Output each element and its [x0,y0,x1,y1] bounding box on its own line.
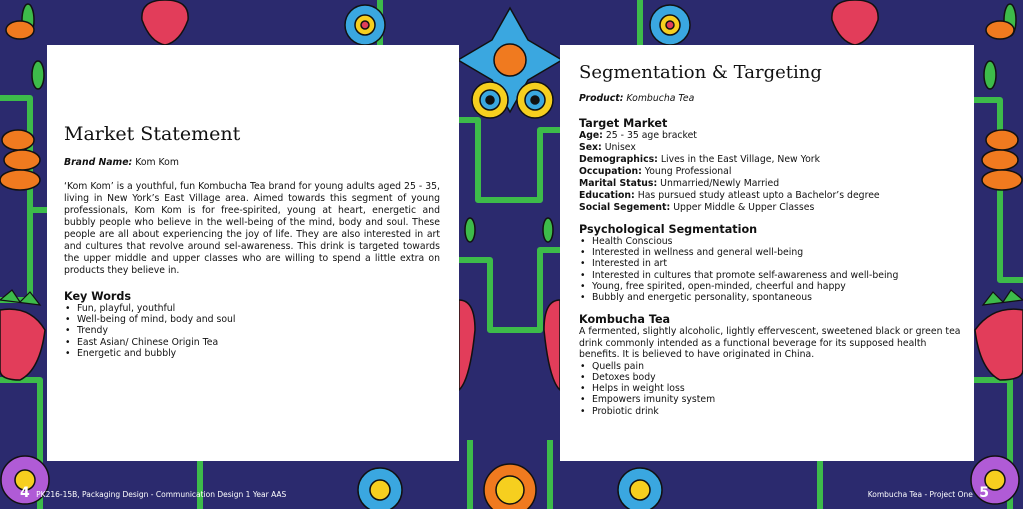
kombucha-tea-heading: Kombucha Tea [579,313,671,327]
left-page-panel [47,45,459,461]
target-row [579,154,962,166]
target-row-value: 25 - 35 age bracket [605,130,697,141]
list-item: • Probiotic drink [579,406,962,417]
list-item: • Detoxes body [579,372,962,383]
target-row-label: Age: [579,130,603,141]
list-item: • Interested in wellness and general well-being [579,247,962,258]
market-statement-paragraph: ‘Kom Kom’ is a youthful, fun Kombucha Tea brand for young adults aged 25 - 35, living in New York’s East Village area. Aimed towards this segment of young professionals, Kom Kom is for free-spirited, young at heart, energetic and bubbly people who believe in the well-being of the mind, body and soul. These people are all about experiencing the joy of life. They are also interested in art and cultures that revolve around sel-awareness. This drink is targeted towards the upper middle and upper classes who are willing to spend a little extra on products they believe in. [64,181,440,276]
key-words-heading: Key Words [64,290,132,303]
list-item: • Young, free spirited, open-minded, cheerful and happy [579,281,962,292]
left-footer [20,485,286,501]
brand-name-label: Brand Name: [64,157,133,168]
market-statement-title: Market Statement [64,123,241,145]
target-row-label: Occupation: [579,166,642,177]
left-page-number: 4 [20,485,30,501]
list-item: • Empowers imunity system [579,394,962,405]
psychological-list [579,236,962,303]
target-row [579,178,962,190]
target-row [579,142,962,154]
target-row-value: Young Professional [644,166,732,177]
product-value: Kombucha Tea [626,93,695,104]
target-row [579,202,962,214]
target-row-label: Sex: [579,142,602,153]
target-row-value: Has pursued study atleast upto a Bachelor’s degree [637,190,880,201]
key-words-list [64,303,440,359]
right-footer [868,485,989,501]
brand-name-line [64,157,440,169]
target-row-value: Unisex [604,142,636,153]
list-item: • Trendy [64,325,440,336]
list-item: • East Asian/ Chinese Origin Tea [64,337,440,348]
right-page-number: 5 [979,485,989,501]
target-row [579,190,962,202]
target-row-value: Upper Middle & Upper Classes [673,202,815,213]
target-row-label: Demographics: [579,154,658,165]
list-item: • Quells pain [579,361,962,372]
product-label: Product: [579,93,624,104]
list-item: • Helps in weight loss [579,383,962,394]
target-row-label: Education: [579,190,635,201]
kombucha-list [579,361,962,417]
segmentation-title: Segmentation & Targeting [579,62,822,83]
target-market-heading: Target Market [579,117,668,130]
kombucha-paragraph: A fermented, slightly alcoholic, lightly effervescent, sweetened black or green tea drink commonly intended as a functional beverage for its supposed health benefits. It is believed to have originated in China. [579,326,961,361]
brand-name-value: Kom Kom [135,157,179,168]
right-page-panel [560,45,974,461]
psychological-segmentation-heading: Psychological Segmentation [579,223,758,236]
right-footer-text: Kombucha Tea - Project One [867,490,973,499]
product-line [579,93,962,105]
target-row-label: Marital Status: [579,178,658,189]
target-row [579,166,962,178]
list-item: • Interested in art [579,258,962,269]
left-footer-text: PK216-15B, Packaging Design - Communication Design 1 Year AAS [36,490,287,499]
target-market-list [579,130,962,214]
list-item: • Energetic and bubbly [64,348,440,359]
target-row [579,130,962,142]
list-item: • Health Conscious [579,236,962,247]
target-row-value: Lives in the East Village, New York [660,154,820,165]
list-item: • Bubbly and energetic personality, spontaneous [579,292,962,303]
list-item: • Fun, playful, youthful [64,303,440,314]
target-row-label: Social Segement: [579,202,671,213]
target-row-value: Unmarried/Newly Married [660,178,780,189]
list-item: • Well-being of mind, body and soul [64,314,440,325]
list-item: • Interested in cultures that promote self-awareness and well-being [579,270,962,281]
